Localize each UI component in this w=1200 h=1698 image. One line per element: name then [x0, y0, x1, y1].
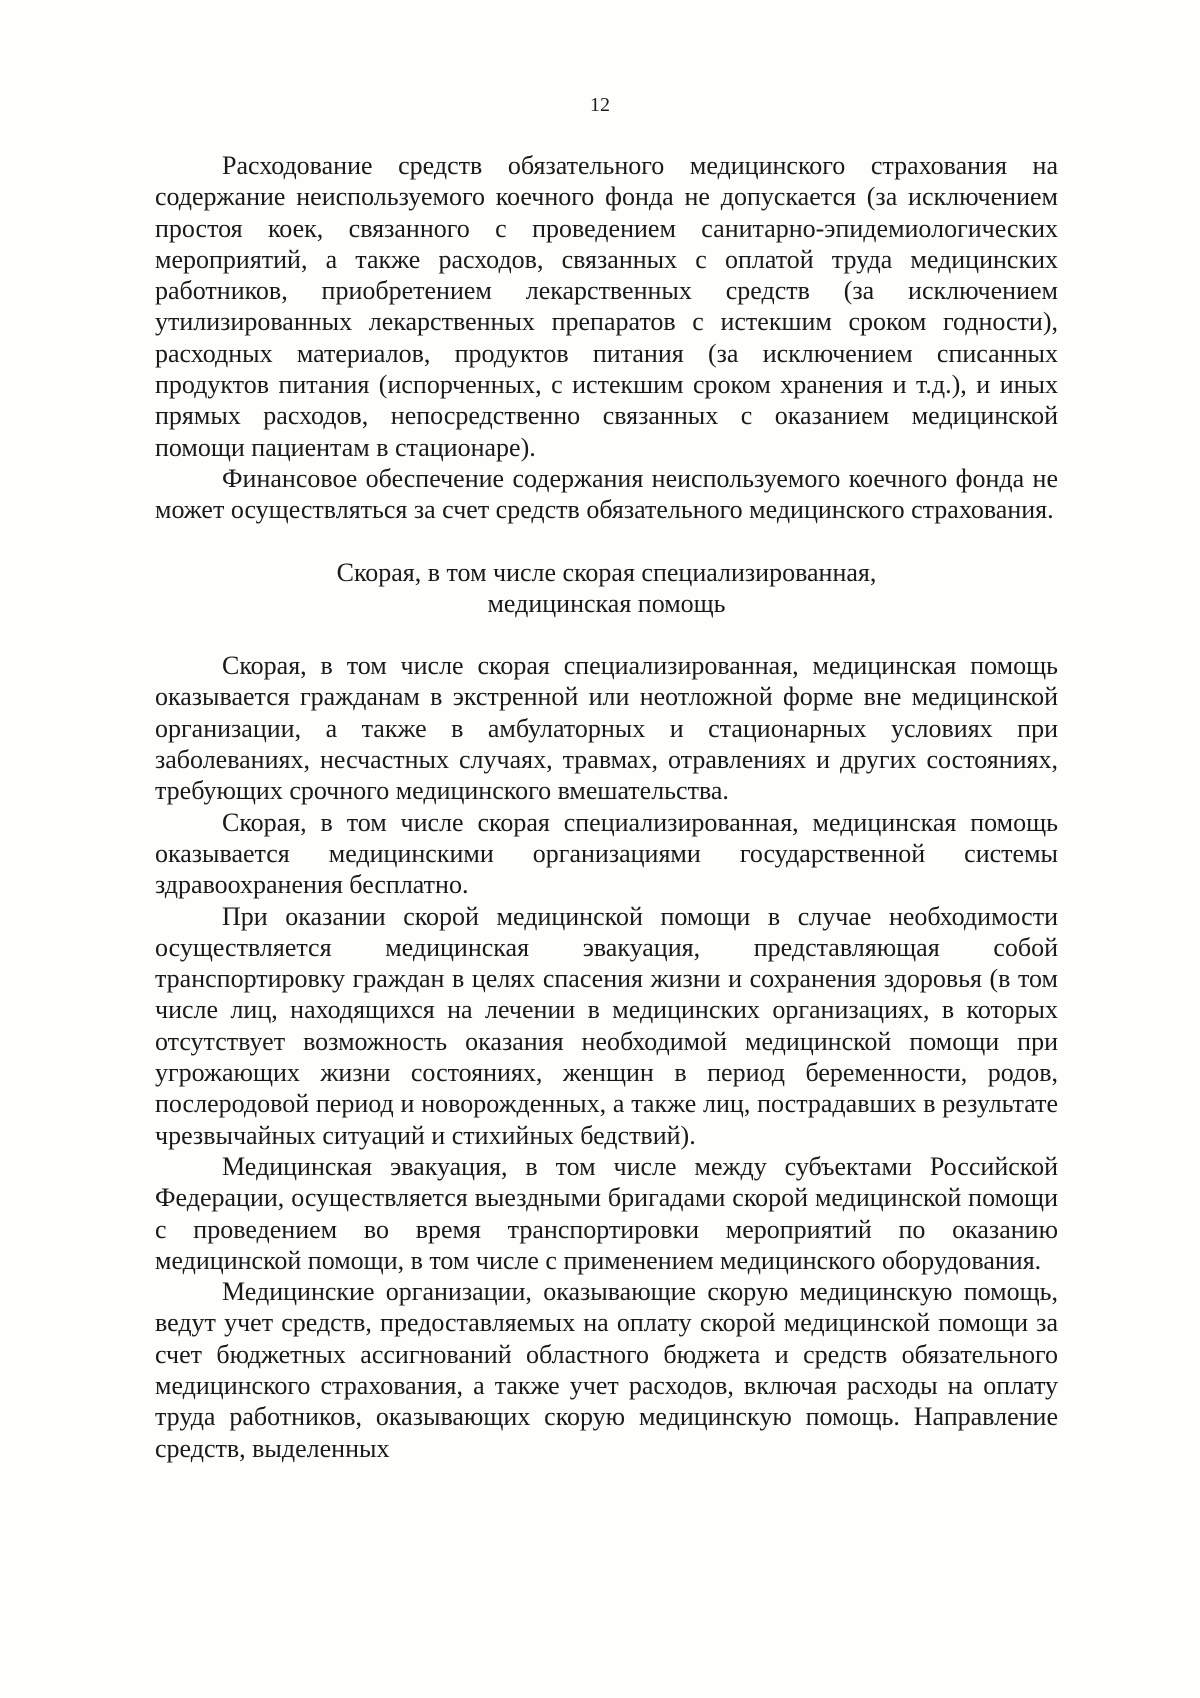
- paragraph-emergency-care-provision: Скорая, в том числе скорая специализированная, медицинская помощь оказывается гражданам в экстренной или неотложной форме вне медицинской организации, а также в амбулаторных и стационарных условиях при заболеваниях, несчастных случаях, травмах, отравлениях и других состояниях, требующих срочного медицинского вмешательства.: [155, 651, 1058, 806]
- paragraph-bed-fund-expenses: Расходование средств обязательного медицинского страхования на содержание неиспользуемого коечного фонда не допускается (за исключением простоя коек, связанного с проведением санитарно-эпидемиологических мероприятий, а также расходов, связанных с оплатой труда медицинских работников, приобретением лекарственных средств (за исключением утилизированных лекарственных препаратов с истекшим сроком годности), расходных материалов, продуктов питания (за исключением списанных продуктов питания (испорченных, с истекшим сроком хранения и т.д.), и иных прямых расходов, непосредственно связанных с оказанием медицинской помощи пациентам в стационаре).: [155, 151, 1058, 462]
- paragraph-medical-evacuation: При оказании скорой медицинской помощи в случае необходимости осуществляется медицинская эвакуация, представляющая собой транспортировку граждан в целях спасения жизни и сохранения здоровья (в том числе лиц, находящихся на лечении в медицинских организациях, в которых отсутствует возможность оказания необходимой медицинской помощи при угрожающих жизни состояниях, женщин в период беременности, родов, послеродовой период и новорожденных, а также лиц, пострадавших в результате чрезвычайных ситуаций и стихийных бедствий).: [155, 901, 1058, 1150]
- paragraph-funds-accounting: Медицинские организации, оказывающие скорую медицинскую помощь, ведут учет средств, предоставляемых на оплату скорой медицинской помощи за счет бюджетных ассигнований областного бюджета и средств обязательного медицинского страхования, а также учет расходов, включая расходы на оплату труда работников, оказывающих скорую медицинскую помощь. Направление средств, выделенных: [155, 1277, 1058, 1463]
- section-heading: [155, 526, 1058, 651]
- paragraph-evacuation-brigades: Медицинская эвакуация, в том числе между субъектами Российской Федерации, осуществляется выездными бригадами скорой медицинской помощи с проведением во время транспортировки мероприятий по оказанию медицинской помощи, в том числе с применением медицинского оборудования.: [155, 1151, 1058, 1275]
- page-number: 12: [590, 94, 610, 116]
- section-heading-line-1: Скорая, в том числе скорая специализированная,: [336, 557, 877, 587]
- document-body: [155, 150, 1058, 1464]
- paragraph-emergency-care-free: Скорая, в том числе скорая специализированная, медицинская помощь оказывается медицинскими организациями государственной системы здравоохранения бесплатно.: [155, 807, 1058, 900]
- section-heading-line-2: медицинская помощь: [487, 588, 726, 618]
- paragraph-bed-fund-financing: Финансовое обеспечение содержания неиспользуемого коечного фонда не может осуществляться за счет средств обязательного медицинского страхования.: [155, 463, 1058, 525]
